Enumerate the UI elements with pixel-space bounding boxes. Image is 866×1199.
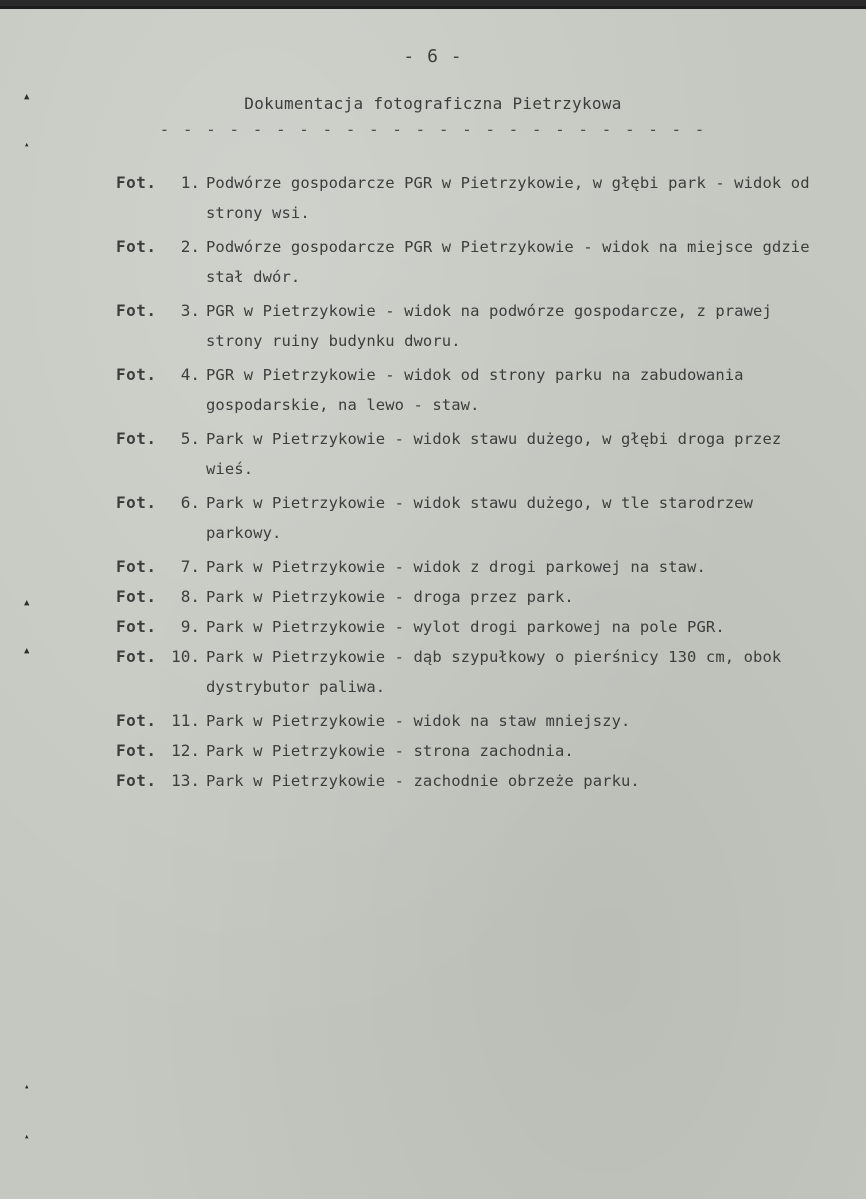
entry-number: 9. [180, 617, 200, 636]
document-page [0, 6, 866, 1199]
entry-text: PGR w Pietrzykowie - widok od strony parku na zabudowania gospodarskie, na lewo - staw. [206, 366, 744, 414]
list-item [116, 766, 836, 796]
entry-prefix: Fot. [116, 493, 157, 512]
entry-prefix: Fot. [116, 237, 157, 256]
entry-number: 4. [180, 365, 200, 384]
list-item [116, 296, 836, 356]
entry-text: Park w Pietrzykowie - strona zachodnia. [206, 742, 574, 760]
list-item [116, 488, 836, 548]
margin-dot-mark: ▲ [24, 646, 30, 656]
document-title: Dokumentacja fotograficzna Pietrzykowa [244, 94, 622, 113]
margin-dot-mark: ▲ [24, 598, 30, 608]
entry-prefix: Fot. [116, 173, 157, 192]
entry-prefix: Fot. [116, 771, 157, 790]
entry-prefix: Fot. [116, 617, 157, 636]
list-item [116, 612, 836, 642]
entry-number: 13. [171, 771, 200, 790]
photo-list [116, 168, 836, 796]
entry-text: Park w Pietrzykowie - widok stawu dużego, w głębi droga przez wieś. [206, 430, 782, 478]
entry-number: 3. [180, 301, 200, 320]
list-item [116, 424, 836, 484]
entry-prefix: Fot. [116, 741, 157, 760]
entry-prefix: Fot. [116, 365, 157, 384]
entry-text: PGR w Pietrzykowie - widok na podwórze gospodarcze, z prawej strony ruiny budynku dworu. [206, 302, 772, 350]
list-item [116, 232, 836, 292]
entry-number: 7. [180, 557, 200, 576]
list-item [116, 642, 836, 702]
entry-number: 11. [171, 711, 200, 730]
entry-text: Park w Pietrzykowie - widok z drogi parkowej na staw. [206, 558, 706, 576]
entry-prefix: Fot. [116, 301, 157, 320]
entry-text: Park w Pietrzykowie - wylot drogi parkowej na pole PGR. [206, 618, 725, 636]
entry-text: Park w Pietrzykowie - droga przez park. [206, 588, 574, 606]
entry-number: 10. [171, 647, 200, 666]
entry-number: 1. [180, 173, 200, 192]
entry-text: Podwórze gospodarcze PGR w Pietrzykowie - widok na miejsce gdzie stał dwór. [206, 238, 810, 286]
entry-number: 12. [171, 741, 200, 760]
entry-prefix: Fot. [116, 711, 157, 730]
margin-dot-mark: ▲ [24, 92, 30, 102]
list-item [116, 736, 836, 766]
entry-number: 8. [180, 587, 200, 606]
entry-text: Park w Pietrzykowie - dąb szypułkowy o pierśnicy 130 cm, obok dystrybutor paliwa. [206, 648, 782, 696]
entry-prefix: Fot. [116, 647, 157, 666]
entry-text: Podwórze gospodarcze PGR w Pietrzykowie, w głębi park - widok od strony wsi. [206, 174, 810, 222]
list-item [116, 360, 836, 420]
list-item [116, 706, 836, 736]
title-underline: - - - - - - - - - - - - - - - - - - - - - - - - [159, 120, 707, 139]
entry-prefix: Fot. [116, 557, 157, 576]
margin-dot-mark: ▴ [24, 140, 30, 150]
margin-dot-mark: ▴ [24, 1082, 30, 1092]
scan-top-edge [0, 6, 866, 9]
entry-prefix: Fot. [116, 587, 157, 606]
entry-number: 6. [180, 493, 200, 512]
page-number: - 6 - [403, 46, 463, 67]
margin-dot-mark: ▴ [24, 1132, 30, 1142]
list-item [116, 582, 836, 612]
entry-number: 2. [180, 237, 200, 256]
entry-text: Park w Pietrzykowie - widok na staw mniejszy. [206, 712, 631, 730]
list-item [116, 168, 836, 228]
entry-prefix: Fot. [116, 429, 157, 448]
list-item [116, 552, 836, 582]
entry-number: 5. [180, 429, 200, 448]
entry-text: Park w Pietrzykowie - widok stawu dużego, w tle starodrzew parkowy. [206, 494, 754, 542]
entry-text: Park w Pietrzykowie - zachodnie obrzeże parku. [206, 772, 640, 790]
